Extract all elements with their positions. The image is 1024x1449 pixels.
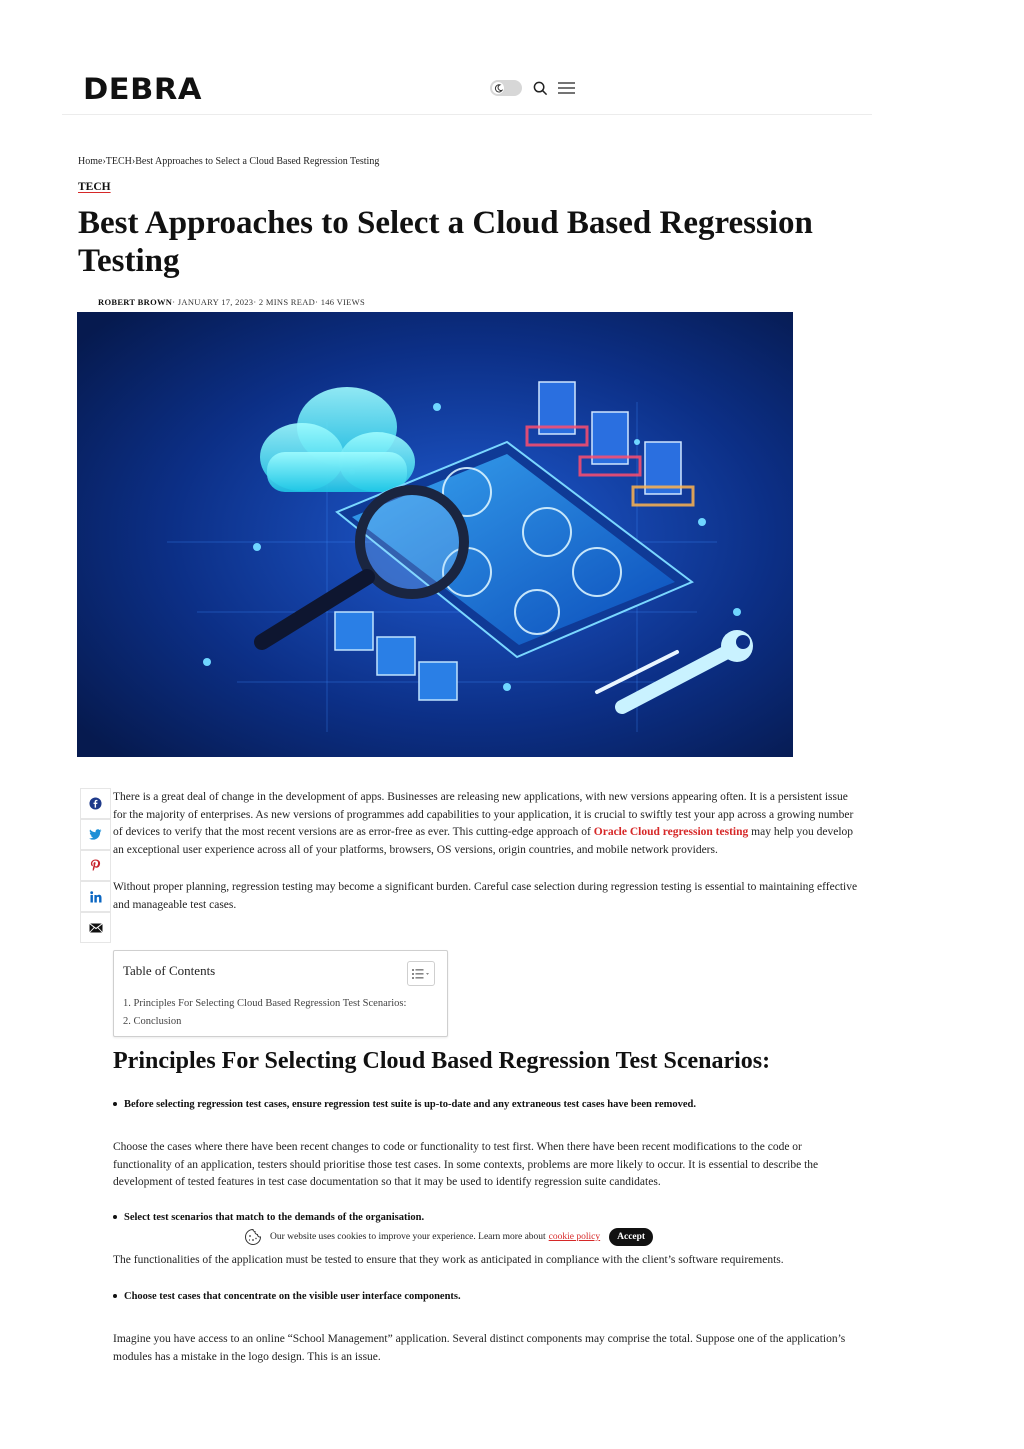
breadcrumb-separator: ›: [102, 156, 106, 167]
author-link[interactable]: ROBERT BROWN: [98, 297, 173, 307]
section-heading: Principles For Selecting Cloud Based Regression Test Scenarios:: [113, 1048, 771, 1074]
breadcrumb-current: Best Approaches to Select a Cloud Based Regression Testing: [135, 156, 380, 167]
toc-title: Table of Contents: [123, 963, 216, 978]
share-linkedin-button[interactable]: [80, 881, 111, 912]
section-paragraph: Imagine you have access to an online “School Management” application. Several distinct components may comprise the total. Suppose one of the application’s modules has a mistake in the logo design. This is an issue.: [113, 1333, 846, 1363]
bullet-item: Choose test cases that concentrate on the visible user interface components.: [113, 1291, 461, 1302]
moon-icon: [492, 82, 504, 94]
share-bar: [80, 788, 111, 943]
section-paragraph: Choose the cases where there have been recent changes to code or functionality to test first. When there have been recent modifications to the code or functionality of an application, testers should prioritise those test cases. In some contexts, problems are more likely to occur. It is essential to describe the development of tested features in test case documentation so that it may be used to identify regression suite candidates.: [113, 1141, 819, 1188]
intro-paragraph: There is a great deal of change in the development of apps. Businesses are releasing new applications, with new versions appearing often. It is a persistent issue for the majority of enterprises. As new versions of programmes add capabilities to your application, it is crucial to swiftly test your app across a growing number of devices to verify that the most recent versions are as error-free as ever. This cutting-edge approach of Oracle Cloud regression testing may help you develop an exceptional user experience across all of your platforms, browsers, OS versions, origin countries, and mobile network providers.: [113, 791, 854, 856]
breadcrumb-home[interactable]: Home: [78, 156, 103, 167]
accept-cookies-button[interactable]: Accept: [609, 1228, 653, 1246]
view-count: 146 VIEWS: [320, 297, 366, 307]
oracle-cloud-regression-testing-link[interactable]: Oracle Cloud regression testing: [593, 826, 749, 838]
toc-item[interactable]: 1. Principles For Selecting Cloud Based Regression Test Scenarios:: [123, 998, 407, 1009]
share-email-button[interactable]: [80, 912, 111, 943]
twitter-icon: [89, 829, 102, 840]
cookie-policy-link[interactable]: cookie policy: [548, 1232, 601, 1242]
site-logo[interactable]: DEBRA: [83, 72, 202, 106]
publish-date: JANUARY 17, 2023: [177, 297, 254, 307]
table-of-contents: [113, 950, 448, 1037]
search-icon[interactable]: [530, 78, 550, 98]
category-link[interactable]: TECH: [78, 181, 111, 193]
breadcrumb-category[interactable]: TECH: [105, 156, 132, 167]
share-pinterest-button[interactable]: [80, 850, 111, 881]
toc-list: [123, 995, 406, 1030]
toc-toggle-button[interactable]: [407, 961, 435, 986]
section-paragraph: The functionalities of the application must be tested to ensure that they work as anticipated in compliance with the client’s software requirements.: [113, 1254, 784, 1266]
read-time: 2 MINS READ: [258, 297, 316, 307]
site-header: [62, 60, 872, 115]
article-title: Best Approaches to Select a Cloud Based Regression Testing: [78, 205, 813, 279]
linkedin-icon: [90, 891, 102, 903]
featured-image: [77, 312, 793, 757]
cookie-notice: [244, 1226, 657, 1248]
menu-icon[interactable]: [556, 78, 576, 98]
bullet-item: Before selecting regression test cases, ensure regression test suite is up-to-date and any extraneous test cases have been removed.: [113, 1099, 696, 1110]
dark-mode-toggle[interactable]: [490, 80, 522, 96]
bullet-item: Select test scenarios that match to the demands of the organisation.: [113, 1212, 424, 1223]
cloud-testing-illustration: [77, 312, 793, 757]
cookie-text: Our website uses cookies to improve your experience. Learn more about: [270, 1232, 546, 1242]
cookie-icon: [244, 1228, 262, 1246]
toc-item[interactable]: 2. Conclusion: [123, 1015, 182, 1027]
email-icon: [89, 923, 103, 933]
list-toggle-icon: [412, 968, 430, 980]
pinterest-icon: [90, 859, 101, 872]
article-meta: ROBERT BROWN· JANUARY 17, 2023· 2 MINS READ· 146 VIEWS: [98, 297, 366, 307]
facebook-icon: [89, 797, 102, 810]
article-body: [113, 789, 858, 914]
planning-paragraph: Without proper planning, regression testing may become a significant burden. Careful case selection during regression testing is essential to maintaining effective and manageable test cases.: [113, 881, 858, 911]
breadcrumb: [78, 156, 379, 167]
share-twitter-button[interactable]: [80, 819, 111, 850]
breadcrumb-separator: ›: [131, 156, 136, 167]
share-facebook-button[interactable]: [80, 788, 111, 819]
